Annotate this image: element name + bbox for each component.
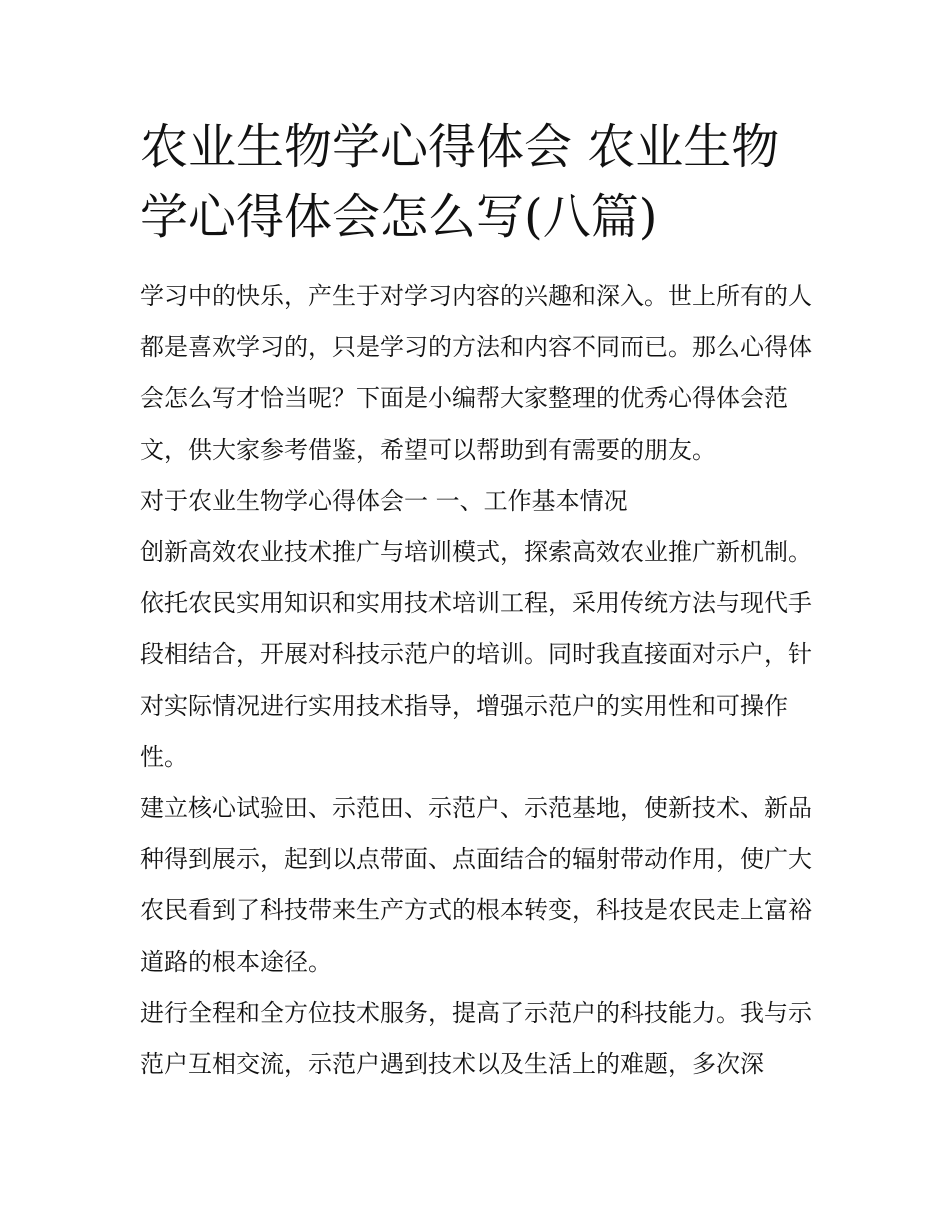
body-paragraph: 建立核心试验田、示范田、示范户、示范基地，使新技术、新品种得到展示，起到以点带面、点面结合的辐射带动作用，使广大农民看到了科技带来生产方式的根本转变，科技是农民走上富裕道路的根本途径。: [140, 794, 812, 976]
document-title: 农业生物学心得体会 农业生物学心得体会怎么写(八篇): [140, 119, 780, 245]
body-paragraph: 创新高效农业技术推广与培训模式，探索高效农业推广新机制。依托农民实用知识和实用技术培训工程，采用传统方法与现代手段相结合，开展对科技示范户的培训。同时我直接面对示户，针对实际情况进行实用技术指导，增强示范户的实用性和可操作性。: [140, 538, 812, 771]
section-heading: 对于农业生物学心得体会一 一、工作基本情况: [140, 486, 628, 515]
body-paragraph: 进行全程和全方位技术服务，提高了示范户的科技能力。我与示范户互相交流，示范户遇到技术以及生活上的难题，多次深: [140, 998, 812, 1079]
document-content: [140, 112, 812, 1090]
intro-paragraph: 学习中的快乐，产生于对学习内容的兴趣和深入。世上所有的人都是喜欢学习的，只是学习的方法和内容不同而已。那么心得体会怎么写才恰当呢？下面是小编帮大家整理的优秀心得体会范文，供大家参考借鉴，希望可以帮助到有需要的朋友。: [140, 282, 812, 464]
